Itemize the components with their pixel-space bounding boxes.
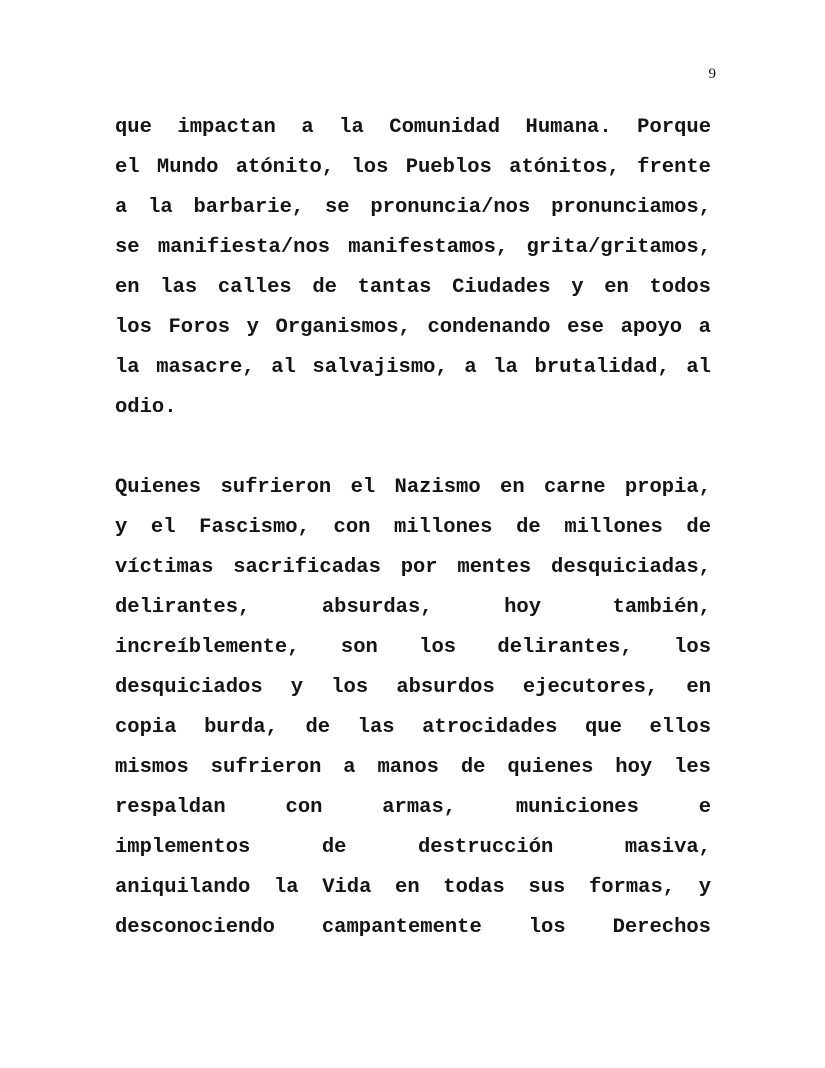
text-line: la masacre, al salvajismo, a la brutalidad, al <box>115 356 711 379</box>
text-line: y el Fascismo, con millones de millones de <box>115 516 711 539</box>
page-number: 9 <box>708 66 716 82</box>
text-line: mismos sufrieron a manos de quienes hoy les <box>115 756 711 779</box>
text-line: increíblemente, son los delirantes, los <box>115 636 711 659</box>
paragraph-2 <box>115 468 711 948</box>
text-line: víctimas sacrificadas por mentes desquiciadas, <box>115 556 711 579</box>
text-line-last: odio. <box>115 396 177 419</box>
text-line: en las calles de tantas Ciudades y en todos <box>115 276 711 299</box>
text-line: copia burda, de las atrocidades que ellos <box>115 716 711 739</box>
text-line: que impactan a la Comunidad Humana. Porque <box>115 116 711 139</box>
text-line: implementos de destrucción masiva, <box>115 836 711 859</box>
text-line: delirantes, absurdas, hoy también, <box>115 596 711 619</box>
text-line: aniquilando la Vida en todas sus formas, y <box>115 876 711 899</box>
text-line: los Foros y Organismos, condenando ese apoyo a <box>115 316 711 339</box>
text-line: desconociendo campantemente los Derechos <box>115 916 711 939</box>
text-line: desquiciados y los absurdos ejecutores, en <box>115 676 711 699</box>
text-line: se manifiesta/nos manifestamos, grita/gritamos, <box>115 236 711 259</box>
paragraph-1 <box>115 108 711 428</box>
text-line: a la barbarie, se pronuncia/nos pronunciamos, <box>115 196 711 219</box>
text-line: el Mundo atónito, los Pueblos atónitos, frente <box>115 156 711 179</box>
text-line: respaldan con armas, municiones e <box>115 796 711 819</box>
text-line: Quienes sufrieron el Nazismo en carne propia, <box>115 476 711 499</box>
